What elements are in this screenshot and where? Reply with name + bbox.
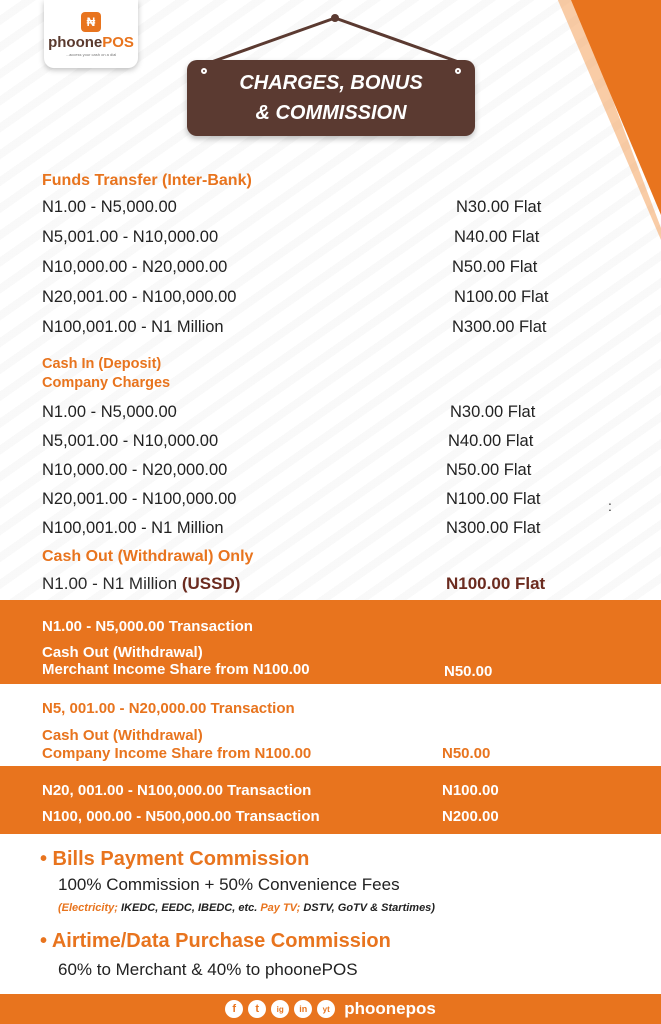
band-value: N50.00 bbox=[444, 663, 493, 680]
cash-in-row bbox=[42, 461, 582, 485]
cash-in-row bbox=[42, 490, 582, 514]
band-value: N50.00 bbox=[442, 745, 491, 762]
fee-value: N300.00 Flat bbox=[452, 318, 547, 336]
band-title: N1.00 - N5,000.00 Transaction bbox=[42, 618, 253, 635]
bills-title: • Bills Payment Commission bbox=[40, 848, 310, 870]
funds-transfer-row bbox=[42, 258, 582, 282]
cash-in-row bbox=[42, 519, 582, 543]
logo-text-a: phoone bbox=[48, 33, 103, 51]
bills-note-d: DSTV, GoTV & Startimes) bbox=[300, 902, 435, 914]
cash-out-ussd: (USSD) bbox=[181, 574, 241, 593]
fee-value: N50.00 Flat bbox=[452, 258, 538, 276]
airtime-line: 60% to Merchant & 40% to phoonePOS bbox=[58, 960, 358, 979]
fee-range: N10,000.00 - N20,000.00 bbox=[42, 461, 228, 479]
fee-range: N20,001.00 - N100,000.00 bbox=[42, 490, 237, 508]
stray-mark: : bbox=[608, 498, 612, 514]
bills-note bbox=[58, 902, 435, 914]
fee-range: N100,001.00 - N1 Million bbox=[42, 318, 224, 336]
fee-value: N30.00 Flat bbox=[456, 198, 542, 216]
airtime-title: • Airtime/Data Purchase Commission bbox=[40, 930, 391, 952]
sign-line-1: CHARGES, BONUS bbox=[239, 72, 423, 94]
bills-line: 100% Commission + 50% Convenience Fees bbox=[58, 875, 400, 894]
funds-transfer-row bbox=[42, 228, 582, 252]
cash-out-range: N1.00 - N1 Million bbox=[42, 574, 178, 593]
cash-out-title: Cash Out (Withdrawal) Only bbox=[42, 548, 254, 565]
instagram-icon[interactable]: ig bbox=[271, 1000, 289, 1018]
band-merchant-share bbox=[0, 600, 661, 684]
cash-in-title: Cash In (Deposit) bbox=[42, 356, 162, 372]
band-line: N20, 001.00 - N100,000.00 Transaction bbox=[42, 782, 312, 799]
fee-value: N30.00 Flat bbox=[450, 403, 536, 421]
logo-mark-icon: ₦ bbox=[81, 12, 101, 32]
fee-range: N1.00 - N5,000.00 bbox=[42, 403, 177, 421]
linkedin-icon[interactable]: in bbox=[294, 1000, 312, 1018]
bills-note-c: Pay TV; bbox=[257, 902, 301, 914]
cash-in-row bbox=[42, 403, 582, 427]
fee-range: N5,001.00 - N10,000.00 bbox=[42, 228, 219, 246]
title-sign bbox=[187, 60, 475, 136]
logo-tagline: ...access your cash on a dial bbox=[65, 51, 117, 57]
twitter-icon[interactable]: t bbox=[248, 1000, 266, 1018]
sign-line-2: & COMMISSION bbox=[255, 102, 407, 124]
facebook-icon[interactable]: f bbox=[225, 1000, 243, 1018]
bills-note-a: (Electricity; bbox=[58, 902, 118, 914]
band-large-transactions bbox=[0, 766, 661, 834]
fee-range: N1.00 - N5,000.00 bbox=[42, 198, 177, 216]
fee-range: N10,000.00 - N20,000.00 bbox=[42, 258, 228, 276]
funds-transfer-title: Funds Transfer (Inter-Bank) bbox=[42, 172, 252, 189]
band-line: Cash Out (Withdrawal) bbox=[42, 727, 203, 744]
band-line: Cash Out (Withdrawal) bbox=[42, 644, 203, 661]
bills-note-b: IKEDC, EEDC, IBEDC, etc. bbox=[117, 902, 258, 914]
cash-in-row bbox=[42, 432, 582, 456]
sign-hook-left-icon bbox=[201, 68, 207, 74]
band-company-share bbox=[0, 684, 661, 766]
cash-in-subtitle: Company Charges bbox=[42, 375, 171, 391]
funds-transfer-row bbox=[42, 288, 582, 312]
band-line: Merchant Income Share from N100.00 bbox=[42, 661, 310, 678]
fee-value: N100.00 Flat bbox=[454, 288, 549, 306]
fee-value: N100.00 Flat bbox=[446, 490, 541, 508]
cash-out-fee: N100.00 Flat bbox=[446, 574, 546, 593]
band-value: N200.00 bbox=[442, 808, 499, 825]
band-line: N100, 000.00 - N500,000.00 Transaction bbox=[42, 808, 320, 825]
funds-transfer-row bbox=[42, 198, 582, 222]
youtube-icon[interactable]: yt bbox=[317, 1000, 335, 1018]
fee-value: N50.00 Flat bbox=[446, 461, 532, 479]
fee-range: N100,001.00 - N1 Million bbox=[42, 519, 224, 537]
sign-hook-right-icon bbox=[455, 68, 461, 74]
band-value: N100.00 bbox=[442, 782, 499, 799]
footer bbox=[0, 994, 661, 1024]
band-line: Company Income Share from N100.00 bbox=[42, 745, 312, 762]
fee-range: N5,001.00 - N10,000.00 bbox=[42, 432, 219, 450]
logo-text-b: POS bbox=[102, 33, 134, 51]
fee-value: N300.00 Flat bbox=[446, 519, 541, 537]
fee-value: N40.00 Flat bbox=[454, 228, 540, 246]
funds-transfer-row bbox=[42, 318, 582, 342]
footer-handle[interactable]: phoonepos bbox=[344, 999, 436, 1018]
fee-value: N40.00 Flat bbox=[448, 432, 534, 450]
band-title: N5, 001.00 - N20,000.00 Transaction bbox=[42, 700, 295, 717]
brand-logo bbox=[44, 0, 138, 68]
cash-out-row bbox=[42, 574, 602, 594]
logo-wordmark bbox=[48, 34, 134, 51]
fee-range: N20,001.00 - N100,000.00 bbox=[42, 288, 237, 306]
